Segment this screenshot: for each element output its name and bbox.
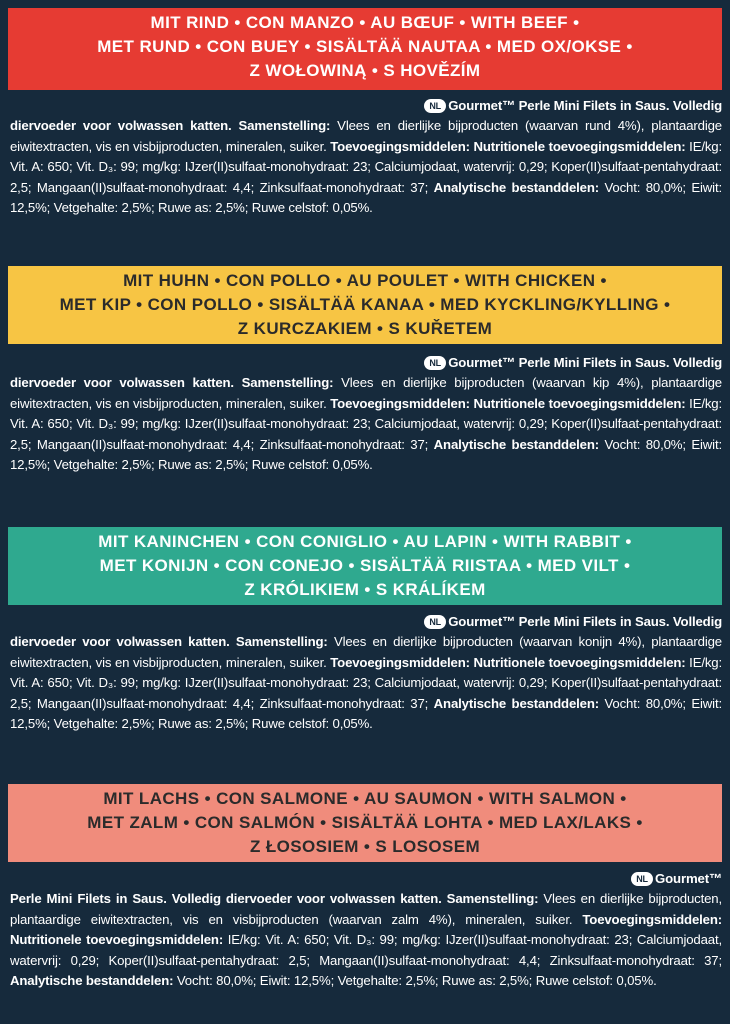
additives-text: IE/kg: Vit. A: 650; Vit. D₃: 99; mg/kg: IJzer(II)sulfaat-monohydraat: 23; Calciumjodaat, watervrij: 0,29; Koper(II)sulfaat-pentahydraat: 2,5; Mangaan(II)sulfaat-monohydraat: 4,4; Zinksulfaat-monohydraat: 37;: [10, 138, 722, 195]
product-name: Gourmet™ Perle Mini Filets in Saus. Volledig: [448, 355, 722, 370]
composition-lead: diervoeder voor volwassen katten. Samenstelling:: [10, 118, 331, 134]
beef-ingredients-text: [10, 96, 722, 218]
banner-line: Z KRÓLIKIEM • S KRÁLÍKEM: [244, 580, 486, 599]
product-name-line: [10, 96, 722, 116]
banner-line: MET KONIJN • CON CONEJO • SISÄLTÄÄ RIISTAA • MED VILT •: [99, 556, 631, 575]
additives-heading: Toevoegingsmiddelen: Nutritionele toevoegingsmiddelen:: [10, 911, 722, 948]
banner-line: MIT HUHN • CON POLLO • AU POULET • WITH CHICKEN •: [123, 271, 607, 290]
salmon-ingredients-text: [10, 869, 722, 991]
nl-language-badge: NL: [424, 615, 446, 629]
rabbit-variant-banner: [8, 527, 722, 605]
product-name-line: [10, 353, 722, 373]
product-name: Gourmet™ Perle Mini Filets in Saus. Volledig: [448, 98, 722, 113]
composition-text: Vlees en dierlijke bijproducten, plantaardige eiwitextracten, vis en visbijproducten (waarvan zalm 4%), mineralen, suiker.: [10, 891, 722, 927]
additives-heading: Toevoegingsmiddelen: Nutritionele toevoegingsmiddelen:: [330, 395, 686, 411]
analysis-text: Vocht: 80,0%; Eiwit: 12,5%; Vetgehalte: 2,5%; Ruwe as: 2,5%; Ruwe celstof: 0,05%.: [173, 973, 657, 989]
additives-text: IE/kg: Vit. A: 650; Vit. D₃: 99; mg/kg: IJzer(II)sulfaat-monohydraat: 23; Calciumjodaat, watervrij: 0,29; Koper(II)sulfaat-pentahydraat: 2,5; Mangaan(II)sulfaat-monohydraat: 4,4; Zinksulfaat-monohydraat: 37;: [10, 395, 722, 452]
analysis-text: Vocht: 80,0%; Eiwit: 12,5%; Vetgehalte: 2,5%; Ruwe as: 2,5%; Ruwe celstof: 0,05%.: [10, 695, 722, 732]
banner-line: MET RUND • CON BUEY • SISÄLTÄÄ NAUTAA • MED OX/OKSE •: [97, 37, 633, 56]
banner-line: Z ŁOSOSIEM • S LOSOSEM: [249, 837, 481, 856]
banner-line: Z KURCZAKIEM • S KUŘETEM: [237, 319, 493, 338]
composition-lead: Perle Mini Filets in Saus. Volledig diervoeder voor volwassen katten. Samenstelling:: [10, 891, 539, 907]
chicken-variant-banner: [8, 266, 722, 344]
chicken-ingredients-text: [10, 353, 722, 475]
composition-lead: diervoeder voor volwassen katten. Samenstelling:: [10, 634, 328, 650]
product-name: Gourmet™ Perle Mini Filets in Saus. Volledig: [448, 614, 722, 629]
composition-text: Vlees en dierlijke bijproducten (waarvan kip 4%), plantaardige eiwitextracten, vis en visbijproducten, mineralen, suiker.: [10, 375, 722, 411]
banner-line: MIT RIND • CON MANZO • AU BŒUF • WITH BEEF •: [150, 13, 580, 32]
additives-text: IE/kg: Vit. A: 650; Vit. D₃: 99; mg/kg: IJzer(II)sulfaat-monohydraat: 23; Calciumjodaat, watervrij: 0,29; Koper(II)sulfaat-pentahydraat: 2,5; Mangaan(II)sulfaat-monohydraat: 4,4; Zinksulfaat-monohydraat: 37;: [10, 932, 722, 968]
beef-variant-banner: [8, 8, 722, 90]
analysis-text: Vocht: 80,0%; Eiwit: 12,5%; Vetgehalte: 2,5%; Ruwe as: 2,5%; Ruwe celstof: 0,05%.: [10, 179, 722, 216]
banner-line: MIT KANINCHEN • CON CONIGLIO • AU LAPIN • WITH RABBIT •: [98, 532, 632, 551]
banner-line: MIT LACHS • CON SALMONE • AU SAUMON • WITH SALMON •: [103, 789, 627, 808]
analysis-heading: Analytische bestanddelen:: [433, 179, 599, 195]
product-name: Gourmet™: [655, 871, 722, 886]
additives-text: IE/kg: Vit. A: 650; Vit. D₃: 99; mg/kg: IJzer(II)sulfaat-monohydraat: 23; Calciumjodaat, watervrij: 0,29; Koper(II)sulfaat-pentahydraat: 2,5; Mangaan(II)sulfaat-monohydraat: 4,4; Zinksulfaat-monohydraat: 37;: [10, 654, 722, 711]
nl-language-badge: NL: [631, 872, 653, 886]
analysis-text: Vocht: 80,0%; Eiwit: 12,5%; Vetgehalte: 2,5%; Ruwe as: 2,5%; Ruwe celstof: 0,05%.: [10, 436, 722, 473]
nl-language-badge: NL: [424, 99, 446, 113]
salmon-variant-banner: [8, 784, 722, 862]
composition-text: Vlees en dierlijke bijproducten (waarvan konijn 4%), plantaardige eiwitextracten, vis en visbijproducten, mineralen, suiker.: [10, 634, 722, 670]
rabbit-ingredients-text: [10, 612, 722, 734]
nl-language-badge: NL: [424, 356, 446, 370]
banner-line: MET KIP • CON POLLO • SISÄLTÄÄ KANAA • MED KYCKLING/KYLLING •: [59, 295, 671, 314]
composition-text: Vlees en dierlijke bijproducten (waarvan rund 4%), plantaardige eiwitextracten, vis en visbijproducten, mineralen, suiker.: [10, 118, 722, 154]
analysis-heading: Analytische bestanddelen:: [10, 973, 174, 989]
product-name-line: [10, 612, 722, 632]
additives-heading: Toevoegingsmiddelen: Nutritionele toevoegingsmiddelen:: [330, 138, 686, 154]
product-name-line: [10, 869, 722, 889]
banner-line: MET ZALM • CON SALMÓN • SISÄLTÄÄ LOHTA • MED LAX/LAKS •: [87, 813, 643, 832]
additives-heading: Toevoegingsmiddelen: Nutritionele toevoegingsmiddelen:: [330, 654, 686, 670]
analysis-heading: Analytische bestanddelen:: [433, 436, 599, 452]
analysis-heading: Analytische bestanddelen:: [433, 695, 599, 711]
composition-lead: diervoeder voor volwassen katten. Samenstelling:: [10, 375, 334, 391]
banner-line: Z WOŁOWINĄ • S HOVĚZÍM: [249, 61, 481, 80]
